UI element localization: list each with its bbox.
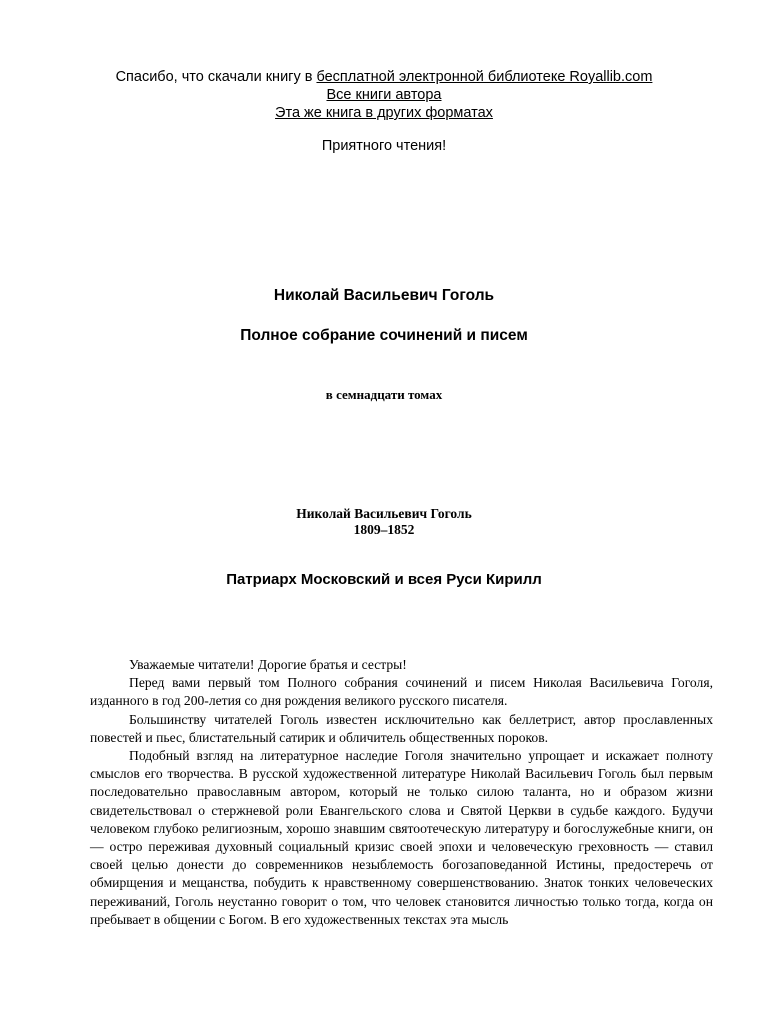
- paragraph: Подобный взгляд на литературное наследие Гоголя значительно упрощает и искажает полноту смыслов его творчества. В русской художественной литературе Николай Васильевич Гоголь был первым последовательно православным автором, который не только силою таланта, но и образом жизни свидетельствовал о стержневой роли Евангельского слова и Святой Церкви в судьбе каждого. Будучи человеком глубоко религиозным, хорошо знавшим святоотеческую литературу и богослужебные книги, он — остро переживая духовный социальный кризис своей эпохи и человеческую греховность — ставил своей целью донести до современников незыблемость богозаповеданной Истины, предостеречь от обмирщения и мещанства, побудить к нравственному совершенствованию. Знаток тонких человеческих переживаний, Гоголь неустанно говорит о том, что человек становится личностью только тогда, когда он пребывает в общении с Богом. В его художественных текстах эта мысль: [90, 748, 713, 927]
- paragraph: Большинству читателей Гоголь известен исключительно как беллетрист, автор прославленных повестей и пьес, блистательный сатирик и обличитель общественных пороков.: [90, 711, 713, 745]
- section-years: 1809–1852: [353, 522, 415, 537]
- preface-author: Патриарх Московский и всея Руси Кирилл: [226, 571, 542, 588]
- other-formats-line: [0, 104, 768, 122]
- other-formats-link[interactable]: Эта же книга в других форматах: [275, 105, 493, 121]
- paragraph: Уважаемые читатели! Дорогие братья и сестры!: [129, 657, 407, 672]
- thanks-text: Спасибо, что скачали книгу в: [115, 69, 317, 85]
- paragraph: Перед вами первый том Полного собрания сочинений и писем Николая Васильевича Гоголя, изданного в год 200-летия со дня рождения великого русского писателя.: [90, 675, 713, 709]
- book-title: Полное собрание сочинений и писем: [240, 327, 528, 344]
- book-author: Николай Васильевич Гоголь: [273, 287, 495, 304]
- library-link[interactable]: бесплатной электронной библиотеке Royallib.com: [316, 69, 653, 85]
- all-books-link[interactable]: Все книги автора: [326, 87, 442, 103]
- body-text: [90, 656, 713, 929]
- book-subtitle: в семнадцати томах: [325, 387, 443, 402]
- all-books-line: [0, 86, 768, 104]
- download-thanks-line: [0, 68, 768, 86]
- section-author: Николай Васильевич Гоголь: [296, 506, 472, 521]
- pleasant-reading: Приятного чтения!: [321, 138, 447, 154]
